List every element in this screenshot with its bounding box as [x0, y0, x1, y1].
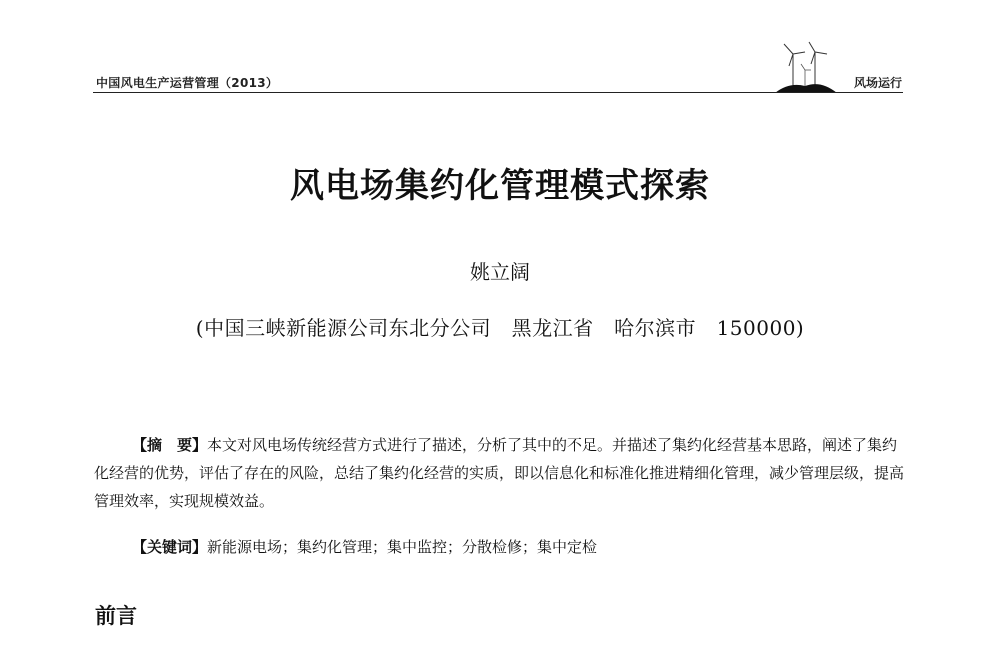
- article-title: 风电场集约化管理模式探索: [290, 166, 710, 206]
- article-author: 姚立阔: [470, 260, 530, 284]
- keywords-text: 新能源电场；集约化管理；集中监控；分散检修；集中定检: [207, 538, 598, 556]
- section-heading: 前言: [95, 604, 137, 628]
- abstract-label: 【摘 要】: [132, 436, 208, 454]
- journal-header: 中国风电生产运营管理（2013）: [96, 76, 279, 90]
- keywords-label: 【关键词】: [132, 538, 208, 556]
- author-affiliation: (中国三峡新能源公司东北分公司 黑龙江省 哈尔滨市 150000): [195, 316, 805, 340]
- section-header: 风场运行: [853, 76, 902, 90]
- wind-turbine-icon: [775, 40, 837, 94]
- abstract: [94, 431, 904, 515]
- keywords: [132, 535, 597, 559]
- header-divider: [93, 92, 903, 93]
- abstract-text: 本文对风电场传统经营方式进行了描述，分析了其中的不足。并描述了集约化经营基本思路，阐述了集约化经营的优势，评估了存在的风险，总结了集约化经营的实质，即以信息化和标准化推进精细化管理，减少管理层级，提高管理效率，实现规模效益。: [94, 436, 905, 510]
